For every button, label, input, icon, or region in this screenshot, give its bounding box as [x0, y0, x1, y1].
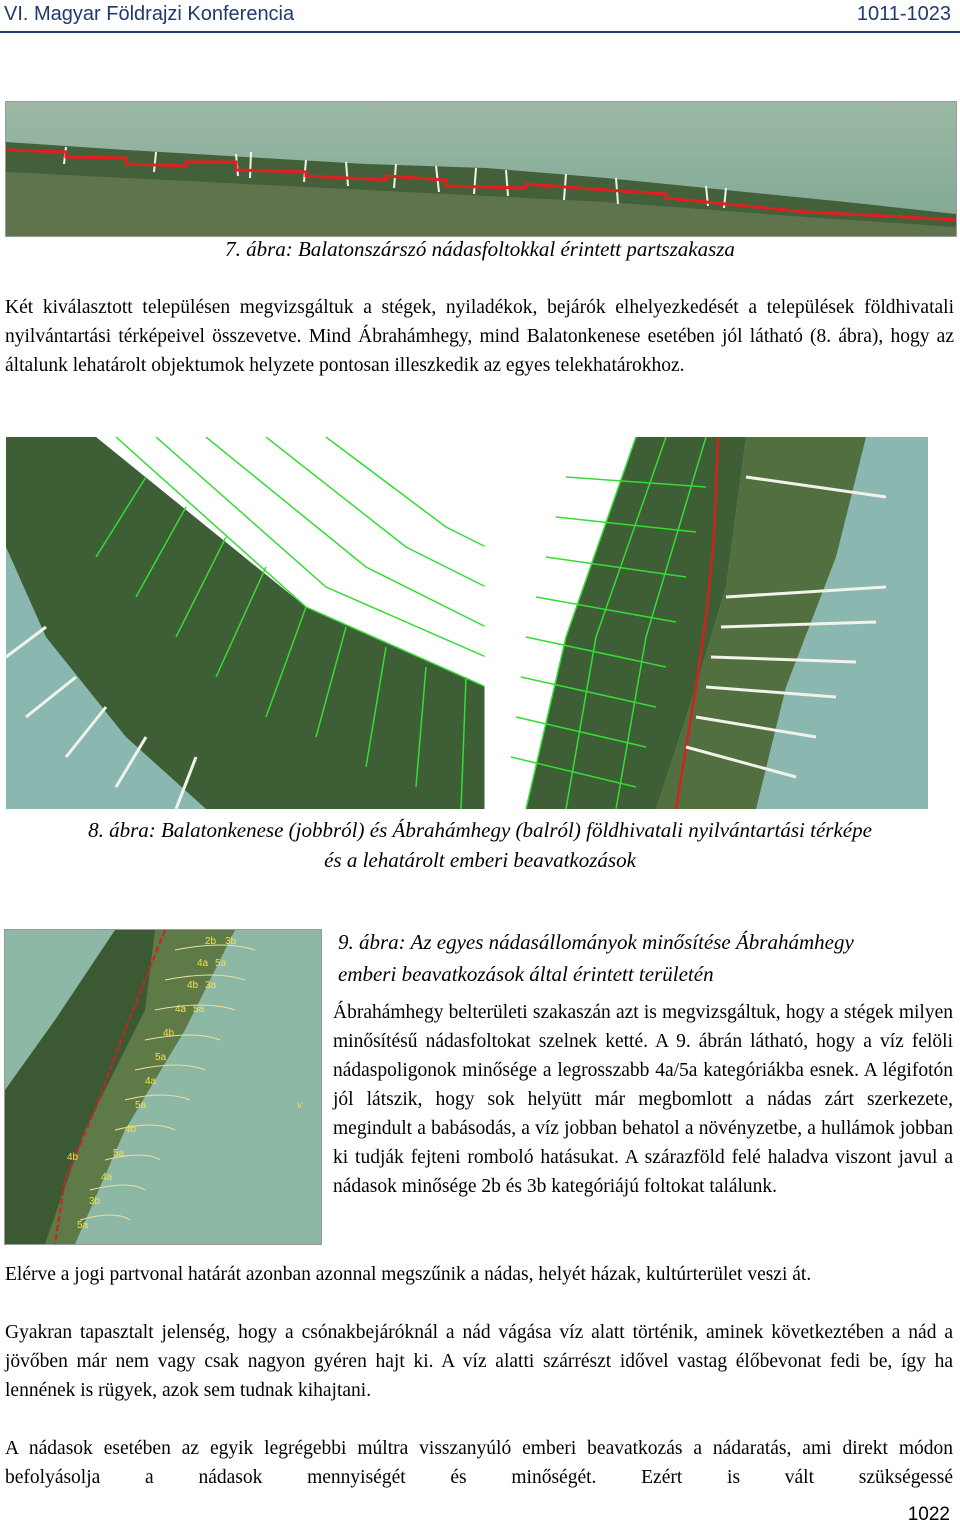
fig9-label: 4a [101, 1172, 113, 1183]
fig9-label: 3b [225, 936, 237, 947]
paragraph-3: Elérve a jogi partvonal határát azonban azonnal megszűnik a nádas, helyét házak, kultúrterület veszi át. [5, 1264, 812, 1285]
figure-9-reed-quality-map [4, 929, 322, 1245]
fig9-label: 5a [135, 1100, 147, 1111]
figure-9-caption [338, 926, 958, 990]
paragraph-1: Két kiválasztott településen megvizsgáltuk a stégek, nyiladékok, bejárók elhelyezkedését a települések földhivatali nyilvántartási térképeivel összevetve. Mind Ábrahámhegy, mind Balatonkenese esetében jól látható (8. ábra), hogy az általunk lehatárolt objektumok helyzete pontosan illeszkedik az egyes telekhatárokhoz. [5, 297, 954, 376]
fig9-label: 5a [155, 1052, 167, 1063]
fig9-label: 4a [197, 958, 209, 969]
fig9-label: 5a [113, 1148, 125, 1159]
figure-9-caption-line-1: 9. ábra: Az egyes nádasállományok minősítése Ábrahámhegy [338, 930, 854, 954]
page-number: 1022 [907, 1504, 950, 1525]
figure-8-caption-line-1: 8. ábra: Balatonkenese (jobbról) és Ábrahámhegy (balról) földhivatali nyilvántartási térképe [88, 818, 872, 842]
running-header [0, 0, 960, 30]
fig9-label: 4b [187, 980, 199, 991]
conference-title: VI. Magyar Földrajzi Konferencia [4, 3, 295, 25]
figure-8-caption [0, 815, 960, 875]
fig9-label: 5a [193, 1004, 205, 1015]
page-range: 1011-1023 [856, 3, 951, 25]
fig9-label: 4b [163, 1028, 175, 1039]
fig9-label: 3a [205, 980, 217, 991]
figure-7-caption: 7. ábra: Balatonszárszó nádasfoltokkal érintett partszakasza [225, 237, 735, 261]
fig9-label: 5a [77, 1220, 89, 1231]
figure-9-caption-line-2: emberi beavatkozások által érintett területén [338, 962, 714, 986]
fig9-label: 4a [175, 1004, 187, 1015]
figure-8-caption-line-2: és a lehatárolt emberi beavatkozások [324, 848, 636, 872]
header-rule [0, 31, 960, 33]
fig9-label: 4b [125, 1124, 137, 1135]
fig9-side-label: v [297, 1100, 302, 1111]
fig9-label: 3b [89, 1196, 101, 1207]
fig9-label: 4b [67, 1152, 79, 1163]
fig9-label: 2b [205, 936, 217, 947]
fig9-label: 5a [215, 958, 227, 969]
paragraph-4: Gyakran tapasztalt jelenség, hogy a csónakbejáróknál a nád vágása víz alatt történik, aminek következtében a nád a jövőben már nem vagy csak nagyon gyéren hajt ki. A víz alatti szárrészt idővel vastag élőbevonat fedi be, így ha lennének is rügyek, azok sem tudnak kihajtani. [5, 1322, 953, 1401]
paragraph-5: A nádasok esetében az egyik legrégebbi múltra visszanyúló emberi beavatkozás a nádaratás, ami direkt módon befolyásolja a nádasok mennyiségét és minőségét. Ezért is vált szükségessé [5, 1438, 953, 1488]
figure-7-aerial-photo [5, 101, 957, 237]
fig9-label: 4a [145, 1076, 157, 1087]
paragraph-2: Ábrahámhegy belterületi szakaszán azt is megvizsgáltuk, hogy a stégek milyen minősítésű nádasfoltokat szelnek ketté. A 9. ábrán látható, hogy a víz felöli nádaspoligonok minősége a legrosszabb 4a/5a kategóriákba esnek. A légifotón jól látszik, hogy sok helyütt már megbomlott a nádas zárt szerkezete, megindult a babásodás, a víz jobban behatol a növényzetbe, a hullámok jobban ki tudják fejteni romboló hatásukat. A szárazföld felé haladva viszont javul a nádasok minősége 2b és 3b kategóriájú foltokat találunk. [333, 1002, 953, 1197]
figure-8-cadastral-maps [6, 437, 928, 809]
